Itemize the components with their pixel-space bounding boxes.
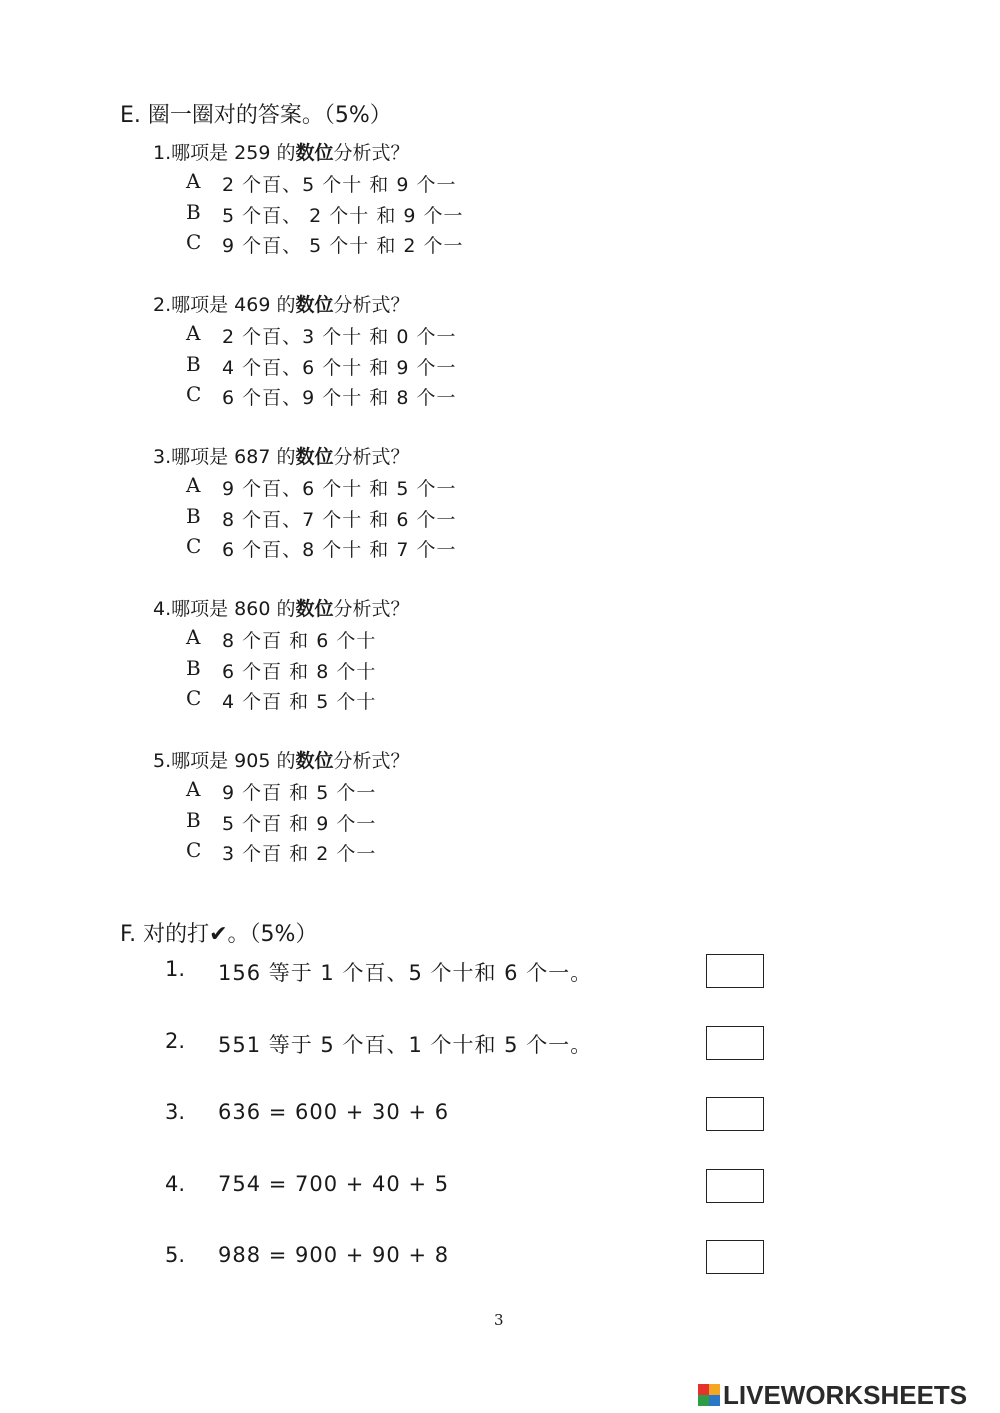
answer-checkbox[interactable] [706,1169,764,1203]
question-suffix: 分析式？ [333,750,410,772]
question-1 [153,138,410,165]
option-letter[interactable]: C [186,534,202,558]
item-statement: 551 等于 5 个百、1 个十和 5 个一。 [218,1032,593,1057]
answer-checkbox[interactable] [706,1026,764,1060]
option-letter[interactable]: A [186,169,201,193]
option-letter[interactable]: B [186,655,201,680]
question-suffix: 分析式？ [333,294,410,316]
question-text: 哪项是 905 的 [171,750,296,772]
item-statement: 636 = 600 + 30 + 6 [218,1100,450,1124]
option-letter[interactable]: C [186,382,202,406]
option-letter[interactable]: A [186,625,201,649]
question-5 [153,746,410,773]
option-letter[interactable]: A [186,321,201,345]
option-text[interactable]: 4 个百、6 个十 和 9 个一 [222,356,457,379]
question-suffix: 分析式？ [333,598,410,620]
section-f-title: F. 对的打✔。（5%） [120,922,318,947]
option-text[interactable]: 9 个百、6 个十 和 5 个一 [222,478,457,500]
item-statement: 156 等于 1 个百、5 个十和 6 个一。 [218,961,593,985]
option-letter[interactable]: B [186,199,201,224]
item-statement: 988 = 900 + 90 + 8 [218,1243,450,1267]
question-keyword: 数位 [295,446,334,468]
question-number: 4. [153,598,172,620]
option-text[interactable]: 9 个百 和 5 个一 [222,782,377,804]
question-4 [153,594,410,621]
question-suffix: 分析式？ [333,446,410,468]
option-text[interactable]: 2 个百、3 个十 和 0 个一 [222,326,457,348]
option-text[interactable]: 6 个百 和 8 个十 [222,660,377,683]
answer-checkbox[interactable] [706,954,764,988]
option-text[interactable]: 5 个百 和 9 个一 [222,812,377,835]
option-text[interactable]: 4 个百 和 5 个十 [222,691,377,713]
item-number: 5. [165,1243,186,1267]
question-number: 5. [153,750,172,772]
item-number: 2. [165,1028,186,1053]
option-letter[interactable]: A [186,777,201,801]
question-keyword: 数位 [295,142,334,164]
question-keyword: 数位 [295,294,334,316]
item-number: 4. [165,1171,186,1196]
question-text: 哪项是 469 的 [171,294,296,316]
question-keyword: 数位 [295,750,334,772]
question-text: 哪项是 687 的 [171,446,296,468]
option-text[interactable]: 6 个百、9 个十 和 8 个一 [222,387,457,409]
item-statement: 754 = 700 + 40 + 5 [218,1171,450,1196]
liveworksheets-icon [698,1384,720,1406]
option-letter[interactable]: B [186,807,201,832]
question-3 [153,442,410,469]
option-text[interactable]: 3 个百 和 2 个一 [222,843,377,865]
question-text: 哪项是 259 的 [171,142,296,164]
question-suffix: 分析式？ [333,142,410,164]
question-keyword: 数位 [295,598,334,620]
question-text: 哪项是 860 的 [171,598,296,620]
answer-checkbox[interactable] [706,1240,764,1274]
option-text[interactable]: 8 个百 和 6 个十 [222,630,377,652]
brand-text: LIVEWORKSHEETS [723,1379,968,1410]
option-letter[interactable]: A [186,473,201,497]
question-2 [153,290,410,317]
option-letter[interactable]: C [186,838,202,862]
section-e-title: E. 圈一圈对的答案。（5%） [120,103,392,128]
answer-checkbox[interactable] [706,1097,764,1131]
page-number: 3 [494,1311,504,1329]
option-letter[interactable]: B [186,351,201,376]
option-text[interactable]: 5 个百、 2 个十 和 9 个一 [222,204,464,227]
option-letter[interactable]: C [186,230,202,254]
option-text[interactable]: 2 个百、5 个十 和 9 个一 [222,174,457,196]
item-number: 3. [165,1100,186,1124]
option-text[interactable]: 6 个百、8 个十 和 7 个一 [222,539,457,561]
option-letter[interactable]: B [186,503,201,528]
item-number: 1. [165,957,186,981]
question-number: 2. [153,294,172,316]
option-text[interactable]: 8 个百、7 个十 和 6 个一 [222,508,457,531]
option-letter[interactable]: C [186,686,202,710]
question-number: 3. [153,446,172,468]
option-text[interactable]: 9 个百、 5 个十 和 2 个一 [222,235,464,257]
liveworksheets-logo [698,1380,967,1410]
question-number: 1. [153,142,172,164]
